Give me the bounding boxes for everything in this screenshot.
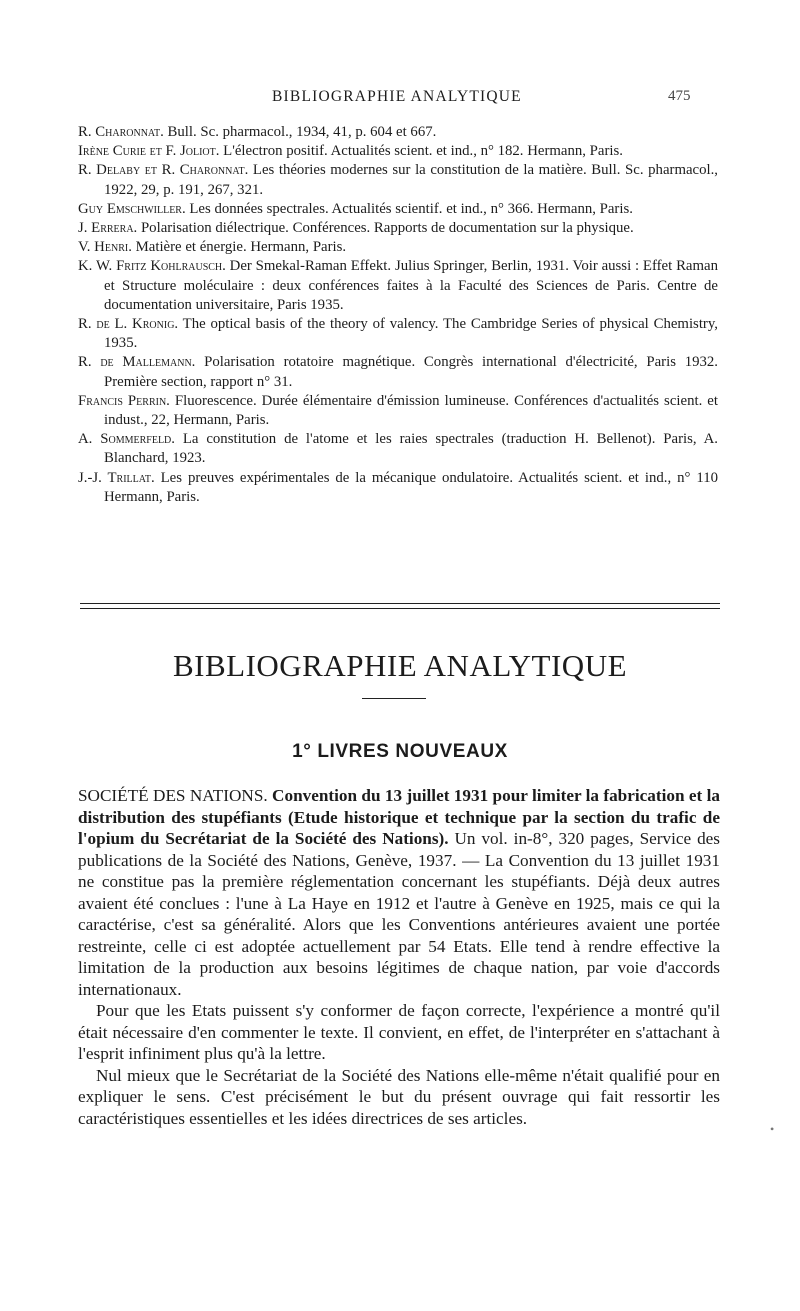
entry-details: Matière et énergie. Hermann, Paris. <box>131 239 347 256</box>
entry-details: Bull. Sc. pharmacol., 1934, 41, p. 604 et 667. <box>163 124 437 140</box>
entry-details: Polarisation diélectrique. Conférences. Rapports de documentation sur la physique. <box>137 220 634 237</box>
entry-author: J.-J. Trillat. <box>78 469 155 486</box>
entry-details: La constitution de l'atome et les raies spectrales (traduction H. Bellenot). Paris, A. Blanchard, 1923. <box>104 431 719 467</box>
bibliography-entry <box>78 469 718 507</box>
running-title: BIBLIOGRAPHIE ANALYTIQUE <box>272 88 522 105</box>
entry-author: Francis Perrin. <box>78 392 170 409</box>
page-number: 475 <box>668 88 691 104</box>
entry-author: V. Henri. <box>78 239 132 256</box>
entry-author: Guy Emschwiller. <box>78 200 186 217</box>
section-divider-bottom <box>80 608 720 609</box>
section-title: BIBLIOGRAPHIE ANALYTIQUE <box>172 648 628 683</box>
entry-details: Fluorescence. Durée élémentaire d'émission lumineuse. Conférences d'actualités scient. et indust., 22, Hermann, Paris. <box>104 392 718 429</box>
entry-author: R. Charonnat. <box>78 124 164 140</box>
title-underline <box>362 698 426 699</box>
entry-author: R. Delaby et R. Charonnat. <box>78 162 249 179</box>
review-paragraph: Nul mieux que le Secrétariat de la Société des Nations elle-même n'était qualifié pour en expliquer le sens. C'est précisément le but du présent ouvrage qui fait ressortir les caractéristiques essentielles et les idées directrices de ses articles. <box>78 1065 720 1128</box>
bibliography-entry <box>78 257 718 315</box>
review-publisher: SOCIÉTÉ DES NATIONS. <box>78 786 268 805</box>
bibliography-entry <box>78 315 718 353</box>
entry-author: K. W. Fritz Kohlrausch. <box>78 258 226 275</box>
subsection-title: 1° LIVRES NOUVEAUX <box>292 741 508 762</box>
running-head <box>0 88 800 108</box>
bibliography-entry <box>78 430 718 468</box>
entry-author: R. de Mallemann. <box>78 354 196 371</box>
review-paragraph <box>78 785 720 1000</box>
entry-details: Les preuves expérimentales de la mécanique ondulatoire. Actualités scient. et ind., n° 110 Hermann, Paris. <box>104 469 719 505</box>
bibliography-list <box>78 123 718 507</box>
review-body <box>78 785 720 1129</box>
review-details: Un vol. in-8°, 320 pages, Service des publications de la Société des Nations, Genève, 1937. — La Convention du 13 juillet 1931 ne constitue pas la première réglementation concernant les stupéfiants. Déjà deux autres avaient été conclues : l'une à La Haye en 1912 et l'autre à Genève en 1925, mais ce qui la caractérise, c'est sa généralité. Alors que les Conventions antérieures avaient une portée restreinte, celle ci est adoptée actuellement par 54 Etats. Elle tend à rendre effective la limitation de la production aux besoins légitimes de chaque nation, par voie d'accords internationaux. <box>78 829 720 999</box>
entry-details: Les théories modernes sur la constitution de la matière. Bull. Sc. pharmacol., 1922, 29, p. 191, 267, 321. <box>104 162 718 198</box>
entry-details: Der Smekal-Raman Effekt. Julius Springer, Berlin, 1931. Voir aussi : Effet Raman et Structure moléculaire : deux conférences faites à la Faculté des Sciences de Paris. Centre de documentation universitaire, Paris 1935. <box>104 258 718 313</box>
review-paragraph: Pour que les Etats puissent s'y conformer de façon correcte, l'expérience a montré qu'il était nécessaire d'en commenter le texte. Il convient, en effet, de l'interpréter en s'attachant à l'esprit infiniment plus qu'à la lettre. <box>78 1001 720 1063</box>
entry-details: Les données spectrales. Actualités scientif. et ind., n° 366. Hermann, Paris. <box>185 200 633 217</box>
entry-details: Polarisation rotatoire magnétique. Congrès international d'électricité, Paris 1932. Première section, rapport n° 31. <box>104 354 718 390</box>
bibliography-entry <box>78 392 718 430</box>
margin-mark: • <box>770 1122 775 1136</box>
entry-details: L'électron positif. Actualités scient. et ind., n° 182. Hermann, Paris. <box>219 143 623 160</box>
entry-author: A. Sommerfeld. <box>78 431 175 448</box>
entry-author: J. Errera. <box>78 220 138 237</box>
bibliography-entry <box>78 142 718 161</box>
bibliography-entry <box>78 353 718 391</box>
bibliography-entry <box>78 219 718 238</box>
entry-author: R. de L. Kronig. <box>78 316 179 333</box>
section-divider-top <box>80 603 720 604</box>
entry-author: Irène Curie et F. Joliot. <box>78 143 220 160</box>
bibliography-entry <box>78 238 718 257</box>
bibliography-entry <box>78 123 718 142</box>
review-book-title: Convention du 13 juillet 1931 pour limiter la fabrication et la distribution des stupéfiants (Etude historique et technique par la section du trafic de l'opium du Secrétariat de la Société des Nations). <box>78 786 720 848</box>
bibliography-entry <box>78 200 718 219</box>
entry-details: The optical basis of the theory of valency. The Cambridge Series of physical Chemistry, 1935. <box>104 316 718 352</box>
bibliography-entry <box>78 161 718 199</box>
